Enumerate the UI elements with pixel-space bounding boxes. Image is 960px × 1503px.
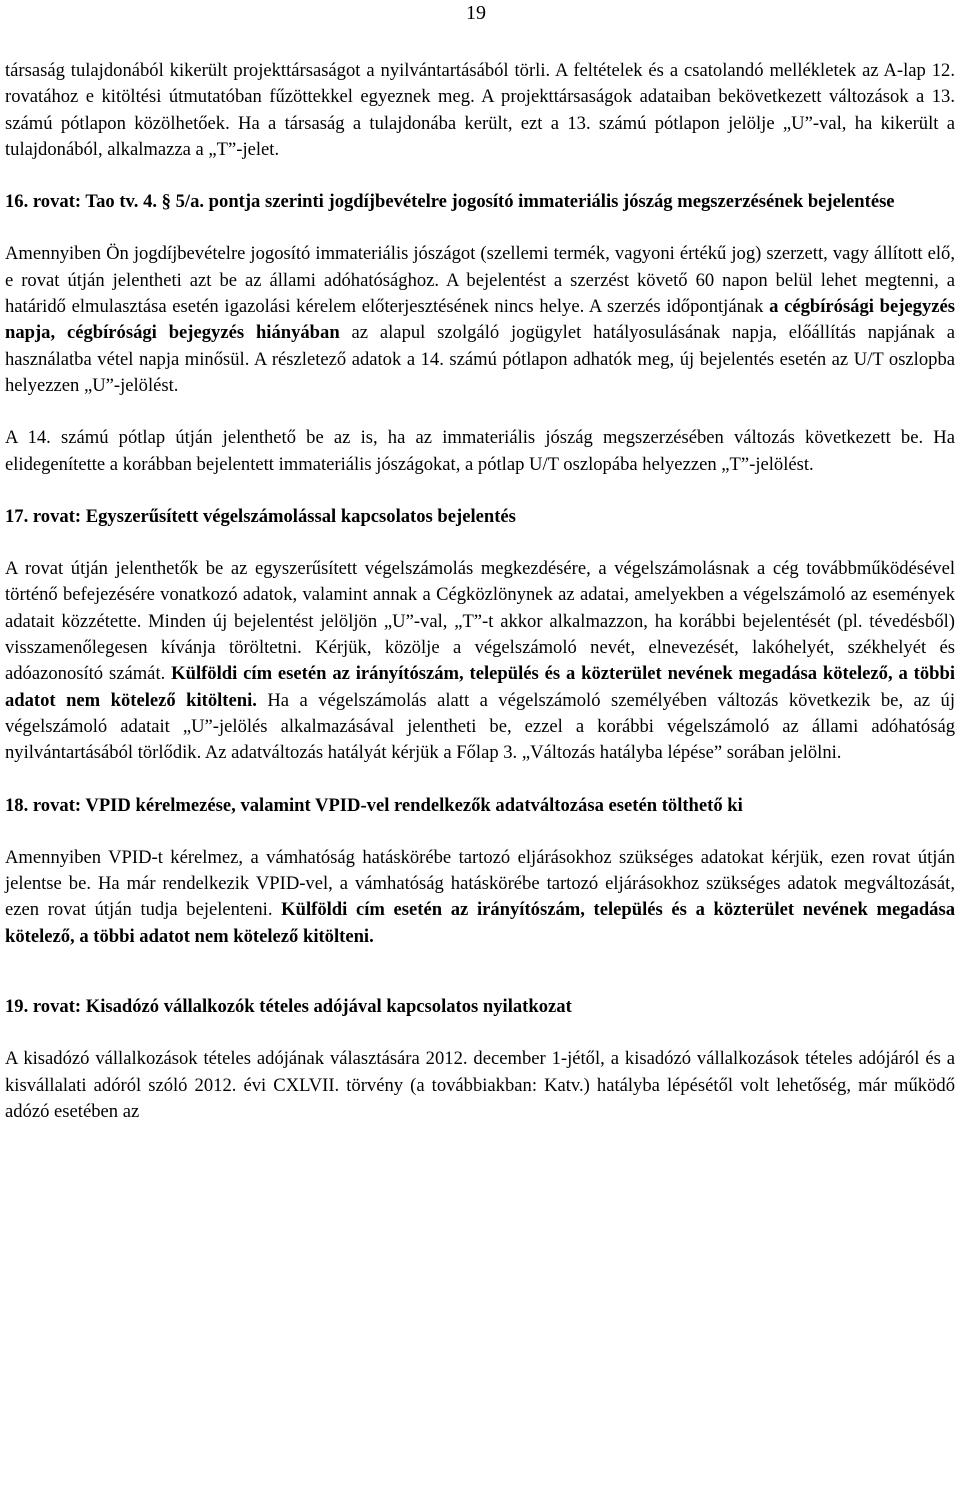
section-16-p1-text-a: Amennyiben Ön jogdíjbevételre jogosító immateriális jószágot (szellemi termék, vagyoni értékű jog) szerzett, vagy állított elő, e rovat útján jelentheti azt be az állami adóhatósághoz. A bejelentést a szerzést követő 60 napon belül lehet megtenni, a határidő elmulasztása esetén igazolási kérelem előterjesztésének nincs helye. A szerzés időpontjának — [5, 243, 955, 318]
section-17-p1-bold: Külföldi cím esetén az irányítószám, település és a közterület nevének megadása kötelező, a többi adatot nem kötelező kitölteni. — [5, 663, 955, 711]
page-number: 19 — [466, 2, 486, 24]
section-16-heading: 16. rovat: Tao tv. 4. § 5/a. pontja szerinti jogdíjbevételre jogosító immateriális jószág megszerzésének bejelentése — [5, 191, 895, 213]
section-16-paragraph-1 — [5, 241, 955, 399]
document-body — [5, 58, 955, 1125]
section-16-p1-text-b: az alapul szolgáló jogügylet hatályosulásának napja, előállítás napjának a használatba vétel napja minősül. A részletező adatok a 14. számú pótlapon adhatók meg, új bejelentés esetén az U/T oszlopba helyezzen „U”-jelölést. — [5, 322, 955, 396]
section-17-p1-text-a: A rovat útján jelenthetők be az egyszerűsített végelszámolás megkezdésére, a végelszámolásnak a cég továbbműködésével történő befejezésére vonatkozó adatok, valamint annak a Cégközlönynek az adatai, amelyekben a végelszámoló az események adatait közzétette. Minden új bejelentést jelöljön „U”-val, „T”-t akkor alkalmazzon, ha korábbi bejelentését (pl. tévedésből) visszamenőlegesen kívánja töröltetni. Kérjük, közölje a végelszámoló nevét, elnevezését, lakóhelyét, székhelyét és adóazonosító számát. — [5, 558, 955, 685]
section-17-paragraph-1 — [5, 556, 955, 766]
section-18-heading: 18. rovat: VPID kérelmezése, valamint VPID-vel rendelkezők adatváltozása esetén tölthető ki — [5, 794, 743, 816]
section-16-p1-bold: a cégbírósági bejegyzés napja, cégbírósági bejegyzés hiányában — [5, 296, 955, 344]
section-17-heading: 17. rovat: Egyszerűsített végelszámolással kapcsolatos bejelentés — [5, 505, 516, 527]
section-17-p1-text-b: Ha a végelszámolás alatt a végelszámoló személyében változás következik be, az új végelszámoló adatait „U”-jelölés alkalmazásával jelentheti be, ezzel a korábbi végelszámoló az állami adóhatóság nyilvántartásából törlődik. Az adatváltozás hatályát kérjük a Főlap 3. „Változás hatályba lépése” sorában jelölni. — [5, 689, 955, 764]
section-19-heading: 19. rovat: Kisadózó vállalkozók tételes adójával kapcsolatos nyilatkozat — [5, 996, 572, 1018]
section-18-p1-text-a: Amennyiben VPID-t kérelmez, a vámhatóság hatáskörébe tartozó eljárásokhoz szükséges adatokat kérjük, ezen rovat útján jelentse be. Ha már rendelkezik VPID-vel, a vámhatóság hatáskörébe tartozó eljárásokhoz szükséges adatok megváltozását, ezen rovat útján tudja bejelenteni. — [5, 846, 955, 921]
section-16-paragraph-2: A 14. számú pótlap útján jelenthető be az is, ha az immateriális jószág megszerzésében változás következett be. Ha elidegenítette a korábban bejelentett immateriális jószágokat, a pótlap U/T oszlopába helyezzen „T”-jelölést. — [5, 427, 955, 475]
section-19-paragraph-1: A kisadózó vállalkozások tételes adójának választására 2012. december 1-jétől, a kisadózó vállalkozások tételes adójáról és a kisvállalati adóról szóló 2012. évi CXLVII. törvény (a továbbiakban: Katv.) hatályba lépésétől volt lehetőség, már működő adózó esetében az — [5, 1048, 955, 1122]
intro-paragraph: társaság tulajdonából kikerült projekttársaságot a nyilvántartásából törli. A feltételek és a csatolandó mellékletek az A-lap 12. rovatához e kitöltési útmutatóban fűzöttekkel egyeznek meg. A projekttársaságok adataiban bekövetkezett változások a 13. számú pótlapon közölhetőek. Ha a társaság a tulajdonába került, ezt a 13. számú pótlapon jelölje „U”-val, ha kikerült a tulajdonából, alkalmazza a „T”-jelet. — [5, 60, 955, 160]
section-18-paragraph-1 — [5, 845, 955, 950]
section-18-p1-bold: Külföldi cím esetén az irányítószám, település és a közterület nevének megadása kötelező, a többi adatot nem kötelező kitölteni. — [5, 899, 955, 947]
